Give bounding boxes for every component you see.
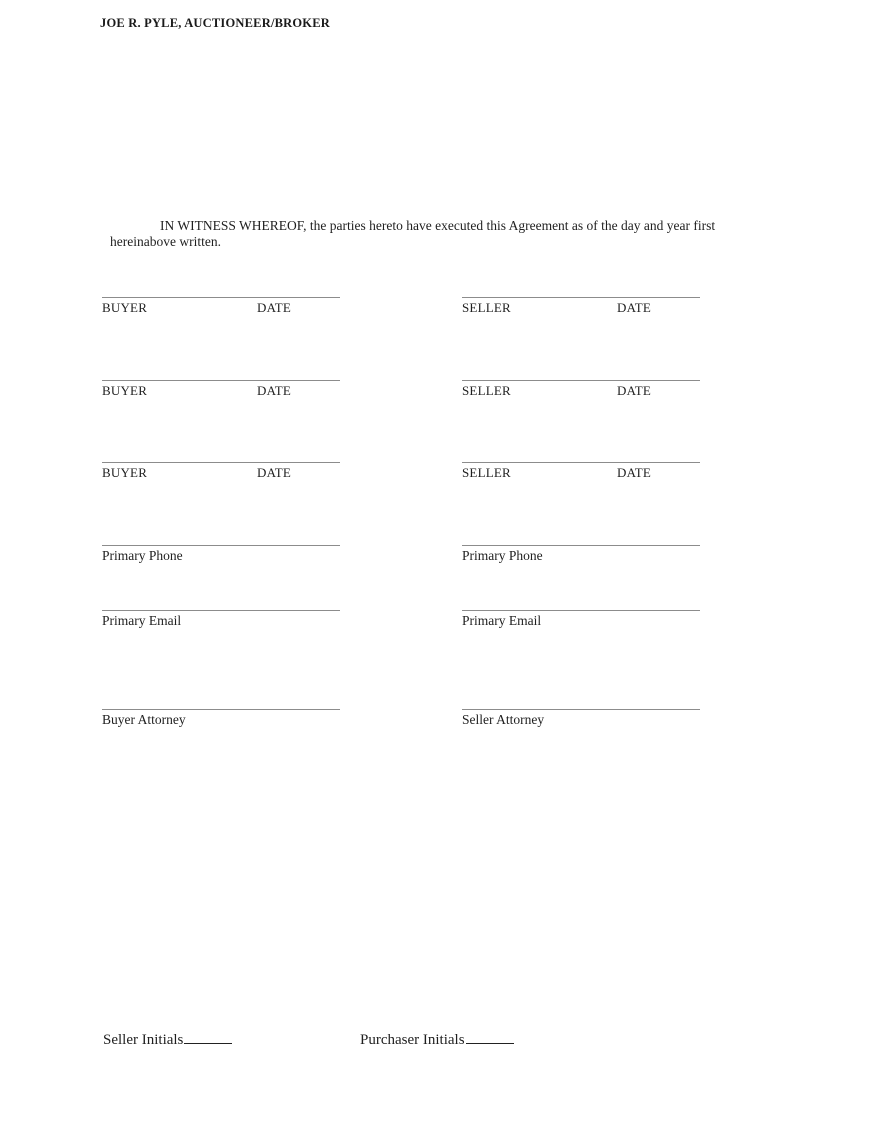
buyer-signature-labels-3: [102, 463, 340, 481]
seller-signature-block-1: [462, 297, 700, 316]
buyer-signature-labels-1: [102, 298, 340, 316]
purchaser-initials-blank-line[interactable]: [466, 1029, 514, 1044]
seller-attorney-block: [462, 709, 700, 728]
buyer-email-block: [102, 610, 340, 629]
date-label: DATE: [617, 465, 652, 480]
buyer-label: BUYER: [102, 383, 148, 398]
seller-phone-block: [462, 545, 700, 564]
buyer-phone-block: [102, 545, 340, 564]
seller-attorney-label: Seller Attorney: [462, 712, 545, 727]
seller-email-label: Primary Email: [462, 613, 542, 628]
purchaser-initials-label: Purchaser Initials: [360, 1032, 465, 1048]
seller-signature-labels-3: [462, 463, 700, 481]
seller-signature-labels-2: [462, 381, 700, 399]
buyer-signature-labels-2: [102, 381, 340, 399]
seller-signature-block-3: [462, 462, 700, 481]
buyer-signature-block-1: [102, 297, 340, 316]
buyer-label: BUYER: [102, 300, 148, 315]
buyer-email-label: Primary Email: [102, 613, 182, 628]
seller-phone-label: Primary Phone: [462, 548, 543, 563]
seller-label: SELLER: [462, 383, 511, 398]
date-label: DATE: [617, 300, 652, 315]
date-label: DATE: [257, 300, 292, 315]
seller-email-block: [462, 610, 700, 629]
buyer-attorney-label: Buyer Attorney: [102, 712, 186, 727]
seller-initials-label: Seller Initials: [103, 1032, 184, 1048]
purchaser-initials: [360, 1029, 514, 1049]
buyer-signature-block-3: [102, 462, 340, 481]
seller-label: SELLER: [462, 465, 511, 480]
seller-initials-blank-line[interactable]: [184, 1029, 232, 1044]
seller-signature-block-2: [462, 380, 700, 399]
date-label: DATE: [257, 465, 292, 480]
date-label: DATE: [257, 383, 292, 398]
seller-signature-labels-1: [462, 298, 700, 316]
broker-header: JOE R. PYLE, AUCTIONEER/BROKER: [100, 16, 330, 30]
date-label: DATE: [617, 383, 652, 398]
buyer-attorney-block: [102, 709, 340, 728]
buyer-signature-block-2: [102, 380, 340, 399]
seller-initials: [103, 1029, 232, 1049]
buyer-label: BUYER: [102, 465, 148, 480]
seller-label: SELLER: [462, 300, 511, 315]
witness-clause: IN WITNESS WHEREOF, the parties hereto have executed this Agreement as of the day and year first hereinabove written.: [110, 218, 716, 249]
buyer-phone-label: Primary Phone: [102, 548, 183, 563]
